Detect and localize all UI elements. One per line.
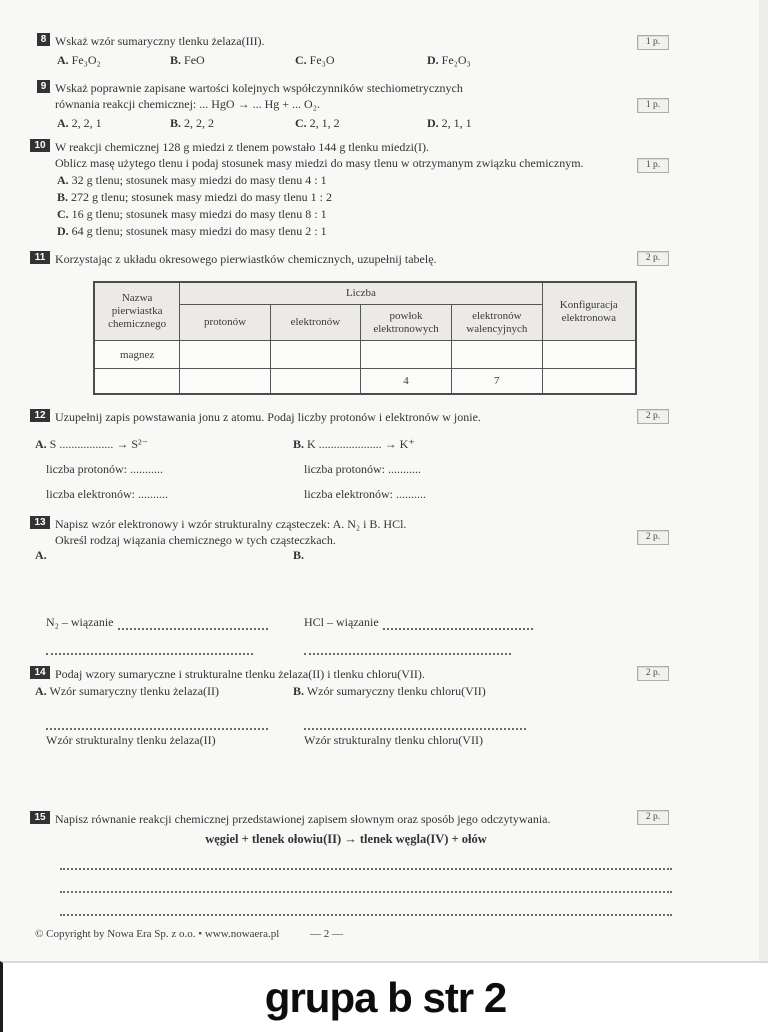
question-number-badge: 13 — [30, 516, 50, 529]
dotted-line — [46, 727, 268, 730]
hcl-bond-line — [304, 615, 563, 630]
question-14 — [33, 666, 637, 756]
ion-block-b — [293, 437, 563, 502]
option-label: A. — [35, 437, 47, 451]
molecule-block-b — [293, 548, 563, 655]
copyright-text: © Copyright by Nowa Era Sp. z o.o. • www.nowaera.pl — [35, 928, 280, 940]
periodic-table-fill-table — [93, 281, 637, 395]
dotted-line — [304, 727, 526, 730]
option-label: B. — [57, 190, 69, 204]
question-13 — [33, 516, 637, 656]
option-label: A. — [57, 116, 69, 130]
electrons-count-line: liczba elektronów: .......... — [46, 487, 168, 501]
table-cell — [180, 341, 270, 369]
option-label: C. — [295, 116, 307, 130]
option-d — [427, 115, 472, 131]
points-badge-q14: 2 p. — [637, 666, 669, 681]
question-text: Wskaż wzór sumaryczny tlenku żelaza(III). — [55, 34, 265, 48]
table-subheader-shells: powłok elektronowych — [361, 305, 452, 341]
protons-count-line: liczba protonów: ........... — [304, 462, 421, 476]
option-label: A. — [57, 173, 69, 187]
n2-bond-line — [46, 615, 285, 630]
question-text-line1: Wskaż poprawnie zapisane wartości kolejnych współczynników stechiometrycznych — [55, 81, 463, 95]
option-label: C. — [295, 53, 307, 67]
option-c — [295, 52, 335, 68]
options-row — [55, 52, 637, 69]
dotted-line — [46, 652, 253, 655]
question-number-badge: 8 — [37, 33, 50, 46]
question-text: Podaj wzory sumaryczne i strukturalne tlenku żelaza(II) i tlenku chloru(VII). — [55, 667, 425, 681]
structural-formula-label-b: Wzór strukturalny tlenku chloru(VII) — [304, 733, 483, 747]
option-text: 2, 1, 2 — [309, 116, 340, 130]
sub-label-b: B. — [293, 548, 305, 562]
option-label: B. — [170, 53, 182, 67]
option-text: 2, 2, 1 — [71, 116, 102, 130]
option-text: 2, 1, 1 — [441, 116, 472, 130]
table-cell — [361, 341, 452, 369]
answer-line — [60, 867, 672, 870]
table-cell: 4 — [361, 369, 452, 394]
question-10 — [33, 139, 637, 239]
points-badge-q10: 1 p. — [637, 158, 669, 173]
dotted-line — [304, 652, 511, 655]
option-text: Fe₃O — [309, 53, 335, 67]
table-cell: magnez — [94, 341, 180, 369]
question-8 — [33, 33, 637, 69]
points-badge-q8: 1 p. — [637, 35, 669, 50]
option-label: D. — [427, 116, 439, 130]
table-cell: 7 — [452, 369, 543, 394]
structural-formula-label-a: Wzór strukturalny tlenku żelaza(II) — [46, 733, 216, 747]
option-label: A. — [57, 53, 69, 67]
table-subheader-valence: elektronów walencyjnych — [452, 305, 543, 341]
question-15 — [33, 811, 637, 921]
option-b — [170, 115, 214, 131]
table-header-element-name: Nazwa pierwiastka chemicznego — [94, 282, 180, 341]
table-row — [94, 369, 636, 394]
question-number-badge: 10 — [30, 139, 50, 152]
table-cell — [94, 369, 180, 394]
option-label: C. — [57, 207, 69, 221]
points-badge-q15: 2 p. — [637, 810, 669, 825]
option-text: 272 g tlenu; stosunek masy miedzi do masy tlenu 1 : 2 — [71, 190, 332, 204]
dotted-line — [383, 618, 533, 630]
question-11 — [33, 251, 637, 391]
option-text: 64 g tlenu; stosunek masy miedzi do masy tlenu 2 : 1 — [71, 224, 327, 238]
table-cell — [270, 341, 360, 369]
question-text: Uzupełnij zapis powstawania jonu z atomu. Podaj liczby protonów i elektronów w jonie. — [55, 410, 481, 424]
formula-block-b — [293, 684, 563, 748]
page-number: — 2 — — [310, 928, 343, 940]
option-label: B. — [170, 116, 182, 130]
ion-equation-text: K ..................... → K⁺ — [307, 437, 415, 451]
option-a — [57, 115, 102, 131]
ion-equation-b — [293, 437, 563, 452]
table-cell — [180, 369, 270, 394]
question-text-line2: Określ rodzaj wiązania chemicznego w tych cząsteczkach. — [55, 533, 336, 547]
question-text: Napisz równanie reakcji chemicznej przedstawionej zapisem słownym oraz sposób jego odczytywania. — [55, 812, 551, 826]
option-text: FeO — [184, 53, 205, 67]
molecule-block-a — [35, 548, 285, 655]
summary-formula-text: Wzór sumaryczny tlenku żelaza(II) — [49, 684, 220, 698]
option-text: 16 g tlenu; stosunek masy miedzi do masy tlenu 8 : 1 — [71, 207, 327, 221]
scan-edge-shadow — [759, 0, 768, 961]
protons-count-line: liczba protonów: ........... — [46, 462, 163, 476]
option-text: 2, 2, 2 — [184, 116, 215, 130]
table-cell — [270, 369, 360, 394]
option-text: Fe₂O₃ — [441, 53, 471, 67]
bond-label: N₂ – wiązanie — [46, 615, 114, 629]
points-badge-q11: 2 p. — [637, 251, 669, 266]
table-cell — [452, 341, 543, 369]
option-b — [170, 52, 205, 68]
sub-label-a: A. — [35, 548, 47, 562]
table-header-configuration: Konfiguracja elektronowa — [542, 282, 636, 341]
question-number-badge: 11 — [30, 251, 50, 264]
question-number-badge: 14 — [30, 666, 50, 679]
question-number-badge: 15 — [30, 811, 50, 824]
summary-formula-text: Wzór sumaryczny tlenku chloru(VII) — [306, 684, 486, 698]
option-a — [55, 172, 637, 188]
table-header-group: Liczba — [180, 282, 542, 305]
points-badge-q13: 2 p. — [637, 530, 669, 545]
question-text-line1: W reakcji chemicznej 128 g miedzi z tlenem powstało 144 g tlenku miedzi(I). — [55, 140, 429, 154]
answer-line — [60, 890, 672, 893]
formula-block-a — [35, 684, 285, 748]
table-cell — [542, 341, 636, 369]
dotted-line — [118, 618, 268, 630]
option-label: D. — [427, 53, 439, 67]
table-cell — [542, 369, 636, 394]
option-b — [55, 189, 637, 205]
option-label: B. — [293, 437, 305, 451]
option-d — [427, 52, 471, 68]
answer-line — [60, 913, 672, 916]
option-d — [55, 223, 637, 239]
option-text: 32 g tlenu; stosunek masy miedzi do masy tlenu 4 : 1 — [71, 173, 327, 187]
option-label: B. — [293, 684, 305, 698]
table-subheader-protons: protonów — [180, 305, 270, 341]
question-12 — [33, 409, 637, 509]
ion-equation-a — [35, 437, 285, 452]
option-a — [57, 52, 101, 68]
option-label: D. — [57, 224, 69, 238]
question-text-line2: równania reakcji chemicznej: ... HgO → ... Hg + ... O₂. — [55, 97, 320, 111]
ion-block-a — [35, 437, 285, 502]
caption-band — [0, 961, 768, 1032]
question-text-line1: Napisz wzór elektronowy i wzór strukturalny cząsteczek: A. N₂ i B. HCl. — [55, 517, 407, 531]
word-equation: węgiel + tlenek ołowiu(II) → tlenek węgla(IV) + ołów — [205, 832, 487, 846]
ion-equation-text: S .................. → S²⁻ — [49, 437, 148, 451]
option-label: A. — [35, 684, 47, 698]
table-subheader-electrons: elektronów — [270, 305, 360, 341]
bond-label: HCl – wiązanie — [304, 615, 379, 629]
question-text: Korzystając z układu okresowego pierwiastków chemicznych, uzupełnij tabelę. — [55, 252, 437, 266]
table-row — [94, 341, 636, 369]
question-9 — [33, 80, 637, 132]
option-c — [295, 115, 340, 131]
option-c — [55, 206, 637, 222]
summary-formula-label-b — [293, 684, 563, 699]
question-number-badge: 9 — [37, 80, 50, 93]
group-page-caption: grupa b str 2 — [264, 973, 507, 1021]
question-number-badge: 12 — [30, 409, 50, 422]
option-text: Fe₃O₂ — [71, 53, 101, 67]
summary-formula-label-a — [35, 684, 285, 699]
question-text-line2: Oblicz masę użytego tlenu i podaj stosunek masy miedzi do masy tlenu w otrzymanym związku chemicznym. — [55, 156, 584, 170]
points-badge-q12: 2 p. — [637, 409, 669, 424]
options-row — [55, 115, 637, 132]
points-badge-q9: 1 p. — [637, 98, 669, 113]
electrons-count-line: liczba elektronów: .......... — [304, 487, 426, 501]
